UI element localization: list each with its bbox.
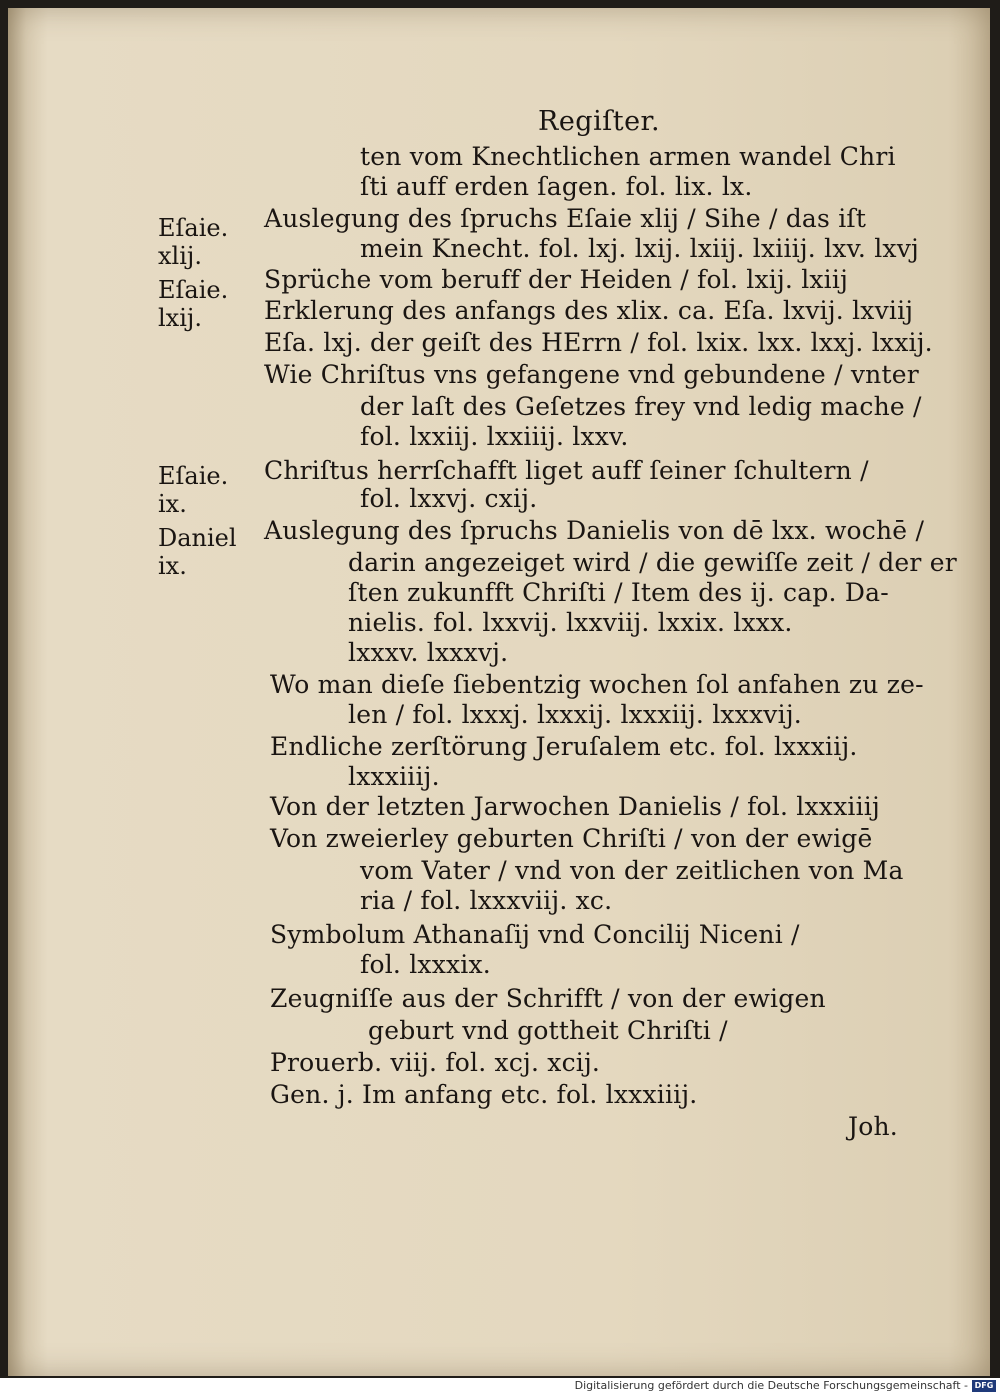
margin-note: ix. bbox=[158, 490, 187, 518]
register-line: lxxxv. lxxxvj. bbox=[348, 638, 509, 667]
register-line: darin angezeiget wird / die gewiſſe zeit / der er bbox=[348, 548, 957, 577]
footer-credit: Digitalisierung gefördert durch die Deutsche Forschungsgemeinschaft - bbox=[574, 1379, 968, 1392]
register-line: Zeugniſſe aus der Schrifft / von der ewigen bbox=[270, 984, 826, 1013]
margin-note: Eſaie. bbox=[158, 214, 229, 242]
register-line: Chriſtus herrſchafft liget auff ſeiner ſchultern / bbox=[264, 456, 869, 485]
dfg-logo-icon: DFG bbox=[972, 1380, 996, 1392]
page-header: Regiſter. bbox=[538, 106, 661, 137]
register-line: ſti auff erden ſagen. fol. lix. lx. bbox=[360, 172, 753, 201]
register-line: nielis. fol. lxxvij. lxxviij. lxxix. lxxx. bbox=[348, 608, 793, 637]
margin-note: Eſaie. bbox=[158, 462, 229, 490]
register-line: ten vom Knechtlichen armen wandel Chri bbox=[360, 142, 896, 171]
catchword: Joh. bbox=[848, 1112, 898, 1141]
register-line: mein Knecht. fol. lxj. lxij. lxiij. lxiiij. lxv. lxvj bbox=[360, 234, 920, 263]
register-line: fol. lxxxix. bbox=[360, 950, 491, 979]
register-line: len / fol. lxxxj. lxxxij. lxxxiij. lxxxvij. bbox=[348, 700, 802, 729]
register-line: Eſa. lxj. der geiſt des HErrn / fol. lxix. lxx. lxxj. lxxij. bbox=[264, 328, 933, 357]
register-line: Endliche zerſtörung Jeruſalem etc. fol. lxxxiij. bbox=[270, 732, 858, 761]
register-line: Gen. j. Im anfang etc. fol. lxxxiiij. bbox=[270, 1080, 698, 1109]
margin-note: xlij. bbox=[158, 242, 202, 270]
margin-note: Daniel bbox=[158, 524, 237, 552]
register-line: Auslegung des ſpruchs Eſaie xlij / Sihe / das iſt bbox=[264, 204, 867, 233]
register-line: Sprüche vom beruff der Heiden / fol. lxij. lxiij bbox=[264, 265, 849, 294]
register-line: Wo man dieſe ſiebentzig wochen ſol anfahen zu ze- bbox=[270, 670, 924, 699]
register-line: Wie Chriſtus vns gefangene vnd gebundene / vnter bbox=[264, 360, 919, 389]
margin-note: ix. bbox=[158, 552, 187, 580]
register-line: lxxxiiij. bbox=[348, 762, 440, 791]
register-line: Auslegung des ſpruchs Danielis von dē lxx. wochē / bbox=[264, 516, 925, 545]
register-line: ſten zukunfft Chriſti / Item des ij. cap. Da- bbox=[348, 578, 889, 607]
register-line: geburt vnd gottheit Chriſti / bbox=[368, 1016, 728, 1045]
margin-note: lxij. bbox=[158, 304, 202, 332]
register-line: Symbolum Athanaſij vnd Concilij Niceni / bbox=[270, 920, 800, 949]
margin-note: Eſaie. bbox=[158, 276, 229, 304]
register-line: der laſt des Geſetzes frey vnd ledig mache / bbox=[360, 392, 922, 421]
register-line: Prouerb. viij. fol. xcj. xcij. bbox=[270, 1048, 601, 1077]
register-line: vom Vater / vnd von der zeitlichen von Ma bbox=[360, 856, 904, 885]
footer-bar bbox=[0, 1378, 1000, 1395]
register-line: fol. lxxvj. cxij. bbox=[360, 484, 538, 513]
register-line: Von zweierley geburten Chriſti / von der ewigē bbox=[270, 824, 873, 853]
register-line: Von der letzten Jarwochen Danielis / fol. lxxxiiij bbox=[270, 792, 880, 821]
register-line: Erklerung des anfangs des xlix. ca. Eſa. lxvij. lxviij bbox=[264, 296, 914, 325]
register-line: fol. lxxiij. lxxiiij. lxxv. bbox=[360, 422, 629, 451]
book-page bbox=[8, 8, 990, 1376]
register-line: ria / fol. lxxxviij. xc. bbox=[360, 886, 613, 915]
